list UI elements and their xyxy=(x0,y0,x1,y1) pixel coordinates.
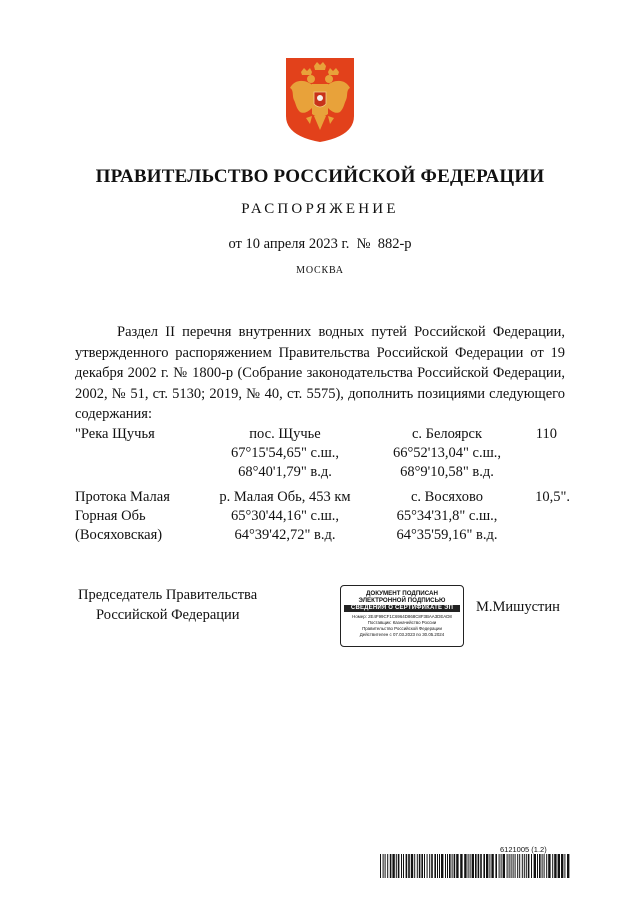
document-type: РАСПОРЯЖЕНИЕ xyxy=(241,201,399,217)
row1-name xyxy=(75,425,215,444)
stamp-issuer: Поставщик: Казначейство России xyxy=(367,620,437,625)
signatory-position-line1: Председатель Правительства xyxy=(78,587,258,603)
state-emblem-icon xyxy=(284,56,356,144)
row1-to-lon: 68°9'10,58" в.д. xyxy=(400,464,494,480)
stamp-title-line1: ДОКУМЕНТ ПОДПИСАН xyxy=(366,590,438,597)
signatory-name: М.Мишустин xyxy=(476,599,560,615)
stamp-certificate: Номер: 2E4F99CF1C6964D868C8F3BAA3DEAD8 xyxy=(352,614,452,619)
row2-from-lat: 65°30'44,16" с.ш., xyxy=(230,508,340,524)
signatory-position-line2: Российской Федерации xyxy=(96,607,240,623)
row2-name-line1: Протока Малая xyxy=(75,489,170,505)
row2-from xyxy=(200,488,370,545)
row2-length: 10,5". xyxy=(535,489,570,505)
stamp-title-line2: ЭЛЕКТРОННОЙ ПОДПИСЬЮ xyxy=(358,597,446,604)
government-title: ПРАВИТЕЛЬСТВО РОССИЙСКОЙ ФЕДЕРАЦИИ xyxy=(95,166,545,187)
row2-from-place: р. Малая Обь, 453 км xyxy=(219,489,351,505)
row2-to-place: с. Восяхово xyxy=(410,489,484,505)
row1-name-line: "Река Щучья xyxy=(75,426,155,442)
row2-name-line3: (Восяховская) xyxy=(75,527,163,543)
row2-to-lat: 65°34'31,8" с.ш., xyxy=(396,508,498,524)
stamp-owner: Правительство Российской Федерации xyxy=(362,626,442,631)
signatory-position xyxy=(78,585,257,625)
row2-from-lon: 64°39'42,72" в.д. xyxy=(234,527,336,543)
document-date-number: от 10 апреля 2023 г. № 882-р xyxy=(228,236,412,252)
row2-name xyxy=(75,488,215,545)
document-city: МОСКВА xyxy=(296,265,344,276)
document-body xyxy=(75,322,565,425)
stamp-validity: Действителен с 07.03.2023 по 30.05.2024 xyxy=(359,632,445,637)
barcode-icon xyxy=(380,854,570,878)
row1-from-lat: 67°15'54,65" с.ш., xyxy=(230,445,340,461)
row1-from-lon: 68°40'1,79" в.д. xyxy=(238,464,332,480)
row2-to-lon: 64°35'59,16" в.д. xyxy=(396,527,498,543)
row1-to-place: с. Белоярск xyxy=(411,426,483,442)
body-paragraph: Раздел II перечня внутренних водных путей Российской Федерации, утвержденного распоряжением Правительства Российской Федерации от 19 декабря 2002 г. № 1800-р (Собрание законодательства Российской Федерации, 2002, № 51, ст. 5130; 2019, № 40, ст. 5575), дополнить позициями следующего содержания: xyxy=(75,324,565,422)
row1-from-place: пос. Щучье xyxy=(249,426,321,442)
row1-from xyxy=(200,425,370,482)
row2-name-line2: Горная Обь xyxy=(75,508,146,524)
row2-to xyxy=(372,488,522,545)
document-code: 6121005 (1.2) xyxy=(500,845,547,854)
row1-length: 110 xyxy=(535,426,557,442)
row1-to-lat: 66°52'13,04" с.ш., xyxy=(392,445,502,461)
stamp-band: СВЕДЕНИЯ О СЕРТИФИКАТЕ ЭП xyxy=(344,605,460,612)
electronic-signature-stamp xyxy=(340,585,464,647)
